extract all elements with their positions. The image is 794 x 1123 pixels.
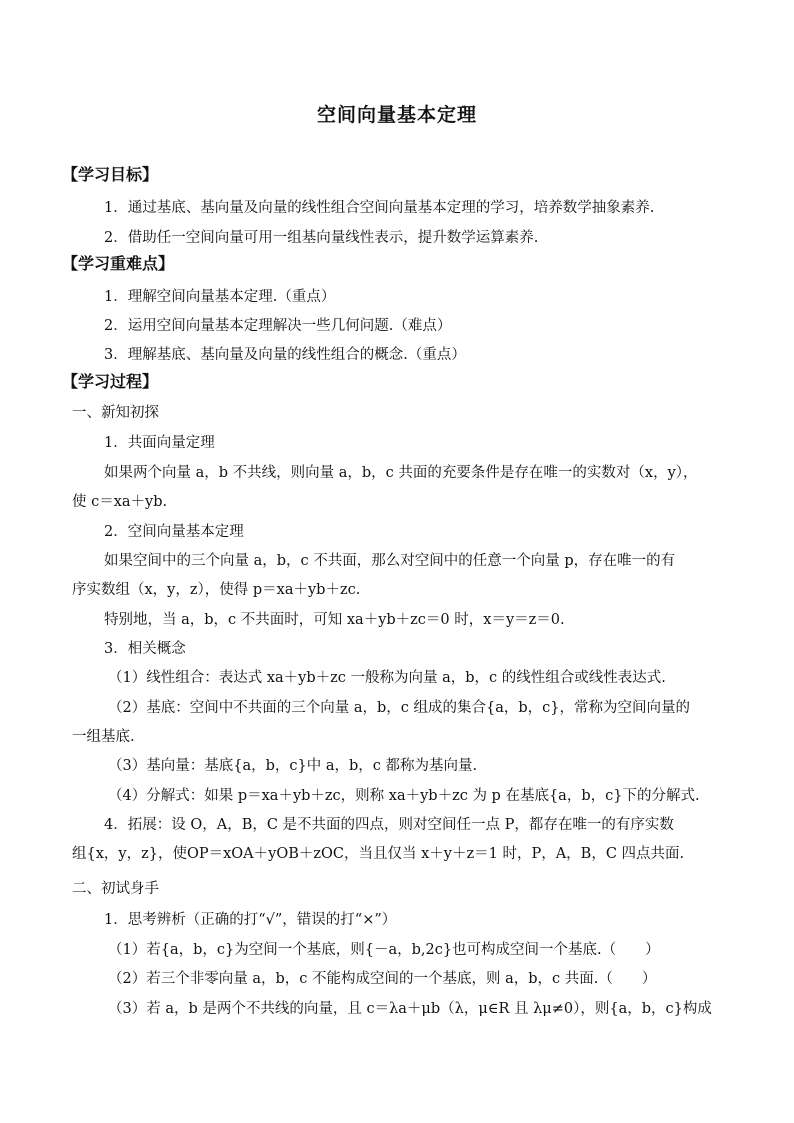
theorem2-text: 如果空间中的三个向量 a，b，c 不共面，那么对空间中的任意一个向量 p，存在唯一的有 xyxy=(104,553,676,569)
exercise-item: （3）若 a，b 是两个不共线的向量，且 c＝λa＋μb（λ，μ∈R 且 λμ≠0），则{a，b，c}构成 xyxy=(108,1001,712,1017)
goal-item: 2．借助任一空间向量可用一组基向量线性表示，提升数学运算素养. xyxy=(104,230,539,246)
concepts-title: 3．相关概念 xyxy=(104,641,186,657)
part2-heading: 二、初试身手 xyxy=(72,881,159,897)
theorem1-title: 1．共面向量定理 xyxy=(104,435,215,451)
theorem2-title: 2．空间向量基本定理 xyxy=(104,524,244,540)
section-key-heading: 【学习重难点】 xyxy=(62,254,175,273)
section-goals-heading: 【学习目标】 xyxy=(62,165,159,184)
concept-item: （2）基底：空间中不共面的三个向量 a，b，c 组成的集合{a，b，c}，常称为空间向量的 xyxy=(108,700,690,716)
extension-text: 4．拓展：设 O，A，B，C 是不共面的四点，则对空间任一点 P，都存在唯一的有序实数 xyxy=(104,817,674,833)
extension-text: 组{x，y，z}，使OP＝xOA＋yOB＋zOC，当且仅当 x＋y＋z＝1 时，P，A，B，C 四点共面. xyxy=(72,846,685,862)
theorem1-text: 使 c＝xa＋yb. xyxy=(72,494,168,510)
concept-item: （3）基向量：基底{a，b，c}中 a，b，c 都称为基向量. xyxy=(108,758,478,774)
exercise-title: 1．思考辨析（正确的打“√”，错误的打“×”） xyxy=(104,912,397,928)
theorem2-text: 序实数组（x，y，z），使得 p＝xa＋yb＋zc. xyxy=(72,582,361,598)
section-process-heading: 【学习过程】 xyxy=(62,372,159,391)
theorem1-text: 如果两个向量 a，b 不共线，则向量 a，b，c 共面的充要条件是存在唯一的实数对（x，y）， xyxy=(104,465,698,481)
theorem2-note: 特别地，当 a，b，c 不共面时，可知 xa＋yb＋zc＝0 时，x＝y＝z＝0. xyxy=(104,612,565,628)
goal-item: 1．通过基底、基向量及向量的线性组合空间向量基本定理的学习，培养数学抽象素养. xyxy=(104,200,655,216)
key-point-item: 2．运用空间向量基本定理解决一些几何问题.（难点） xyxy=(104,318,452,334)
page-title: 空间向量基本定理 xyxy=(316,104,477,126)
exercise-item: （1）若{a，b，c}为空间一个基底，则{－a，b,2c}也可构成空间一个基底.（ ） xyxy=(108,942,660,958)
part1-heading: 一、新知初探 xyxy=(72,405,159,421)
concept-item: 一组基底. xyxy=(72,729,135,745)
concept-item: （1）线性组合：表达式 xa＋yb＋zc 一般称为向量 a，b，c 的线性组合或线性表达式. xyxy=(108,670,666,686)
concept-item: （4）分解式：如果 p＝xa＋yb＋zc，则称 xa＋yb＋zc 为 p 在基底{a，b，c}下的分解式. xyxy=(108,788,700,804)
key-point-item: 1．理解空间向量基本定理.（重点） xyxy=(104,289,336,305)
key-point-item: 3．理解基底、基向量及向量的线性组合的概念.（重点） xyxy=(104,347,466,363)
exercise-item: （2）若三个非零向量 a，b，c 不能构成空间的一个基底，则 a，b，c 共面.（ ） xyxy=(108,971,657,987)
